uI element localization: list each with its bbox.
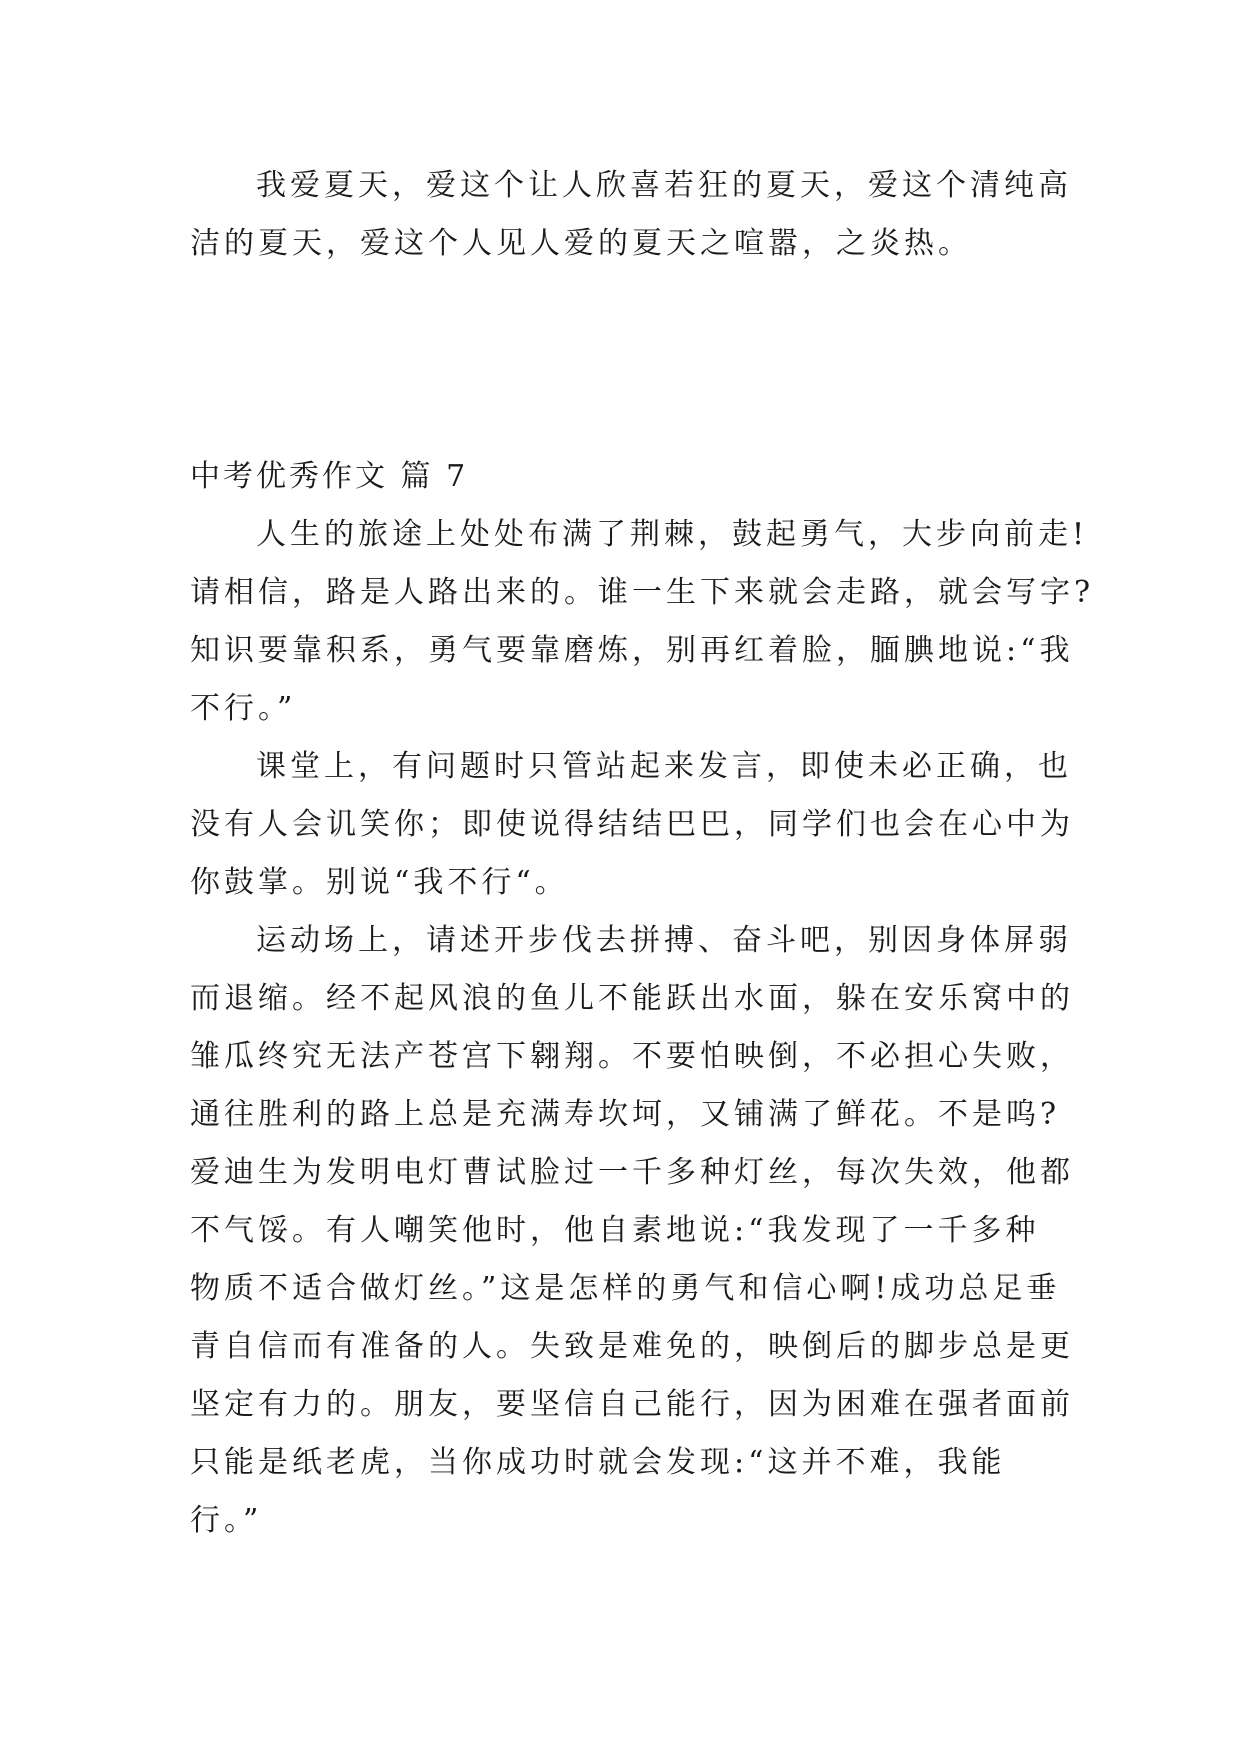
text-line: 而退缩。经不起风浪的鱼儿不能跃出水面，躲在安乐窝中的 [190,981,1074,1016]
intro-paragraph [190,157,1072,273]
text-line: 不气馁。有人嘲笑他时，他自素地说:“我发现了一千多种 [190,1213,1040,1248]
section-heading: 中考优秀作文 篇 7 [190,459,469,494]
text-line: 坚定有力的。朋友，要坚信自己能行，因为困难在强者面前 [190,1387,1074,1422]
text-line: 青自信而有准备的人。失致是难免的，映倒后的脚步总是更 [190,1329,1074,1364]
text-line: 行。” [190,1503,263,1538]
text-line: 只能是纸老虎，当你成功时就会发现:“这并不难，我能 [190,1445,1006,1480]
text-line: 你鼓掌。别说“我不行“。 [190,865,569,900]
text-line: 爱迪生为发明电灯曹试脸过一千多种灯丝，每次失效，他都 [190,1155,1074,1190]
paragraph-1 [190,506,1095,738]
paragraph-2 [190,738,1074,912]
text-line: 通往胜利的路上总是充满寿坎坷，又铺满了鲜花。不是呜? [190,1097,1061,1132]
text-line: 人生的旅途上处处布满了荆棘，鼓起勇气，大步向前走! [256,517,1089,552]
text-line: 物质不适合做灯丝。”这是怎样的勇气和信心啊!成功总足垂 [190,1271,1061,1306]
text-line: 运动场上，请述开步伐去拼搏、奋斗吧，别因身体屏弱 [256,923,1072,958]
text-line: 课堂上，有问题时只管站起来发言，即使未必正确，也 [256,749,1072,784]
paragraph-3 [190,912,1074,1550]
text-line: 洁的夏天，爱这个人见人爱的夏天之喧嚣，之炎热。 [190,226,972,261]
text-line: 请相信，路是人路出来的。谁一生下来就会走路，就会写字? [190,575,1095,610]
text-line: 没有人会讥笑你；即使说得结结巴巴，同学们也会在心中为 [190,807,1074,842]
text-line: 不行。” [190,691,297,726]
text-line: 雏瓜终究无法产苍宫下翱翔。不要怕映倒，不必担心失败， [190,1039,1074,1074]
text-line: 我爱夏天，爱这个让人欣喜若狂的夏天，爱这个清纯高 [256,168,1072,203]
text-line: 知识要靠积系，勇气要靠磨炼，别再红着脸，腼腆地说:“我 [190,633,1074,668]
